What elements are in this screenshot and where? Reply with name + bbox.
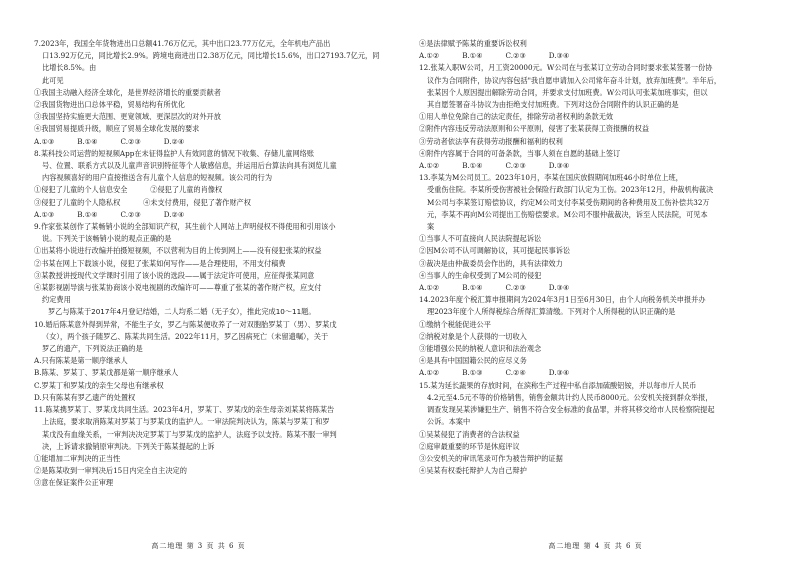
text-line: 约定费用 [42,295,71,305]
text-line: ③能增强公民的纳税人意识和法治观念 [419,344,542,354]
text-line: ②书某在网上下载该小说，侵犯了张某如何写作——是合理使用，不用支付稿费 [34,258,286,268]
page-footer-left: 高二地理 第 3 页 共 6 页 [151,542,246,550]
text-line: 罗乙与陈某于2017年4月登记结婚，二人均系二婚（无子女），推此完成10～11题。 [48,307,316,317]
text-line: 受重伤住院。李某所受伤害被社会保险行政部门认定为工伤。2023年12月，仲裁机构裁决 [427,185,714,195]
text-line: ④是具有中国国籍公民的应尽义务 [419,356,527,366]
text-line: A.①② B.①④ C.②③ D.③④ [419,283,570,293]
text-line: 10.婚后陈某意外得到异常，不能生子女，罗乙与陈某便收养了一对双胞胎罗某丁（男）、罗某戊 [34,319,337,329]
text-line: 决，上诉请求撤销原审判决。下列关于陈某提起的上诉 [42,441,215,451]
text-line: ①当事人不可直接向人民法院提起诉讼 [419,234,542,244]
text-line: ④我国贸易提质升级，顺应了贸易全球化发展的要求 [34,124,200,134]
text-line: ③劳动者依法享有获得劳动报酬和福利的权利 [419,136,563,146]
text-line: ①我国主动融入经济全球化，是世界经济增长的重要贡献者 [34,87,221,97]
text-line: M公司与李某签订赔偿协议，约定M公司支付李某受伤期间的各种费用及工伤补偿共32万 [427,197,710,207]
text-line: ③裁决是由仲裁委员会作出的，具有法律效力 [419,258,563,268]
text-line: ①用人单位免除自己的法定责任，排除劳动者权利的条款无效 [419,112,614,122]
text-line: 案 [427,222,435,232]
text-line: ②是陈某收到一审判决后15日内完全自主决定的 [34,466,187,476]
text-line: 12.张某入职W公司，月工资20000元。W公司在与张某订立劳动合同时要求张某签署一份协 [419,63,713,73]
text-line: ②因M公司不认可调解协议，其可提起民事诉讼 [419,246,571,256]
text-line: ④附件内容属于合同的可备条款，当事人须在自愿的基础上签订 [419,148,621,158]
text-line: 号、位置、联系方式以及儿童声音识别特征等个人敏感信息，并运用后台算法向具有浏览儿童 [42,161,337,171]
right-page-content [419,38,774,477]
text-line: 元，李某不再向M公司提出工伤赔偿要求。M公司不服仲裁裁决，诉至人民法院，可见本 [427,209,708,219]
text-line: ②我国货物进出口总体平稳，贸易结构有所优化 [34,100,185,110]
page-footer-right: 高二地理 第 4 页 共 6 页 [548,542,643,550]
text-line: ③公安机关的审讯笔录可作为被告辩护的证据 [419,453,563,463]
text-line: A.①③ B.①④ C.②③ D.②④ [34,209,185,219]
text-line: ②庭审最重要的环节是休庭评议 [419,441,520,451]
text-line: 内容视频喜好的用户直接推送含有儿童个人信息的短视频。该公司的行为 [42,173,273,183]
text-line: ④吴某有权委托辩护人为自己辩护 [419,466,527,476]
text-line: ④是法律赋予陈某的重要诉讼权利 [419,39,527,48]
right-page [397,0,794,561]
text-line: ④当事人的生命权受到了M公司的侵犯 [419,270,542,280]
text-line: A.①③ B.①④ C.②③ D.②④ [34,136,185,146]
text-line: 13.李某为M公司员工。2023年10月，李某在国庆放假期间加班46小时单位上班， [419,173,683,183]
text-line: 议作为合同附件，协议内容包括"我自愿申请加入公司常年奋斗计划，放弃加班费"。半年后， [427,75,722,85]
text-line: D.只有陈某有罗乙遗产的处置权 [34,392,136,402]
text-line: 某戊没有血缘关系，一审判决决定罗某丁与罗某戊的监护人，法庭予以支持。陈某不服一审判 [42,429,337,439]
text-line: ③我国坚持实施更大范围、更宽领域、更深层次的对外开放 [34,112,221,122]
text-line: 15.某为延长蔬果的存放时间，在滨称生产过程中私自添加硫酸铝铵，并以每市斤人民币 [419,380,697,390]
text-line: 此可见 [42,75,64,85]
text-line: 上法庭，要求取消陈某对罗某丁与罗某戊的监护人。一审法院判决认为，陈某与罗某丁和罗 [42,417,330,427]
text-line: 14.2023年度个税汇算申报期间为2024年3月1日至6月30日，由个人向税务机关申报并办 [419,295,706,305]
text-line: ③侵犯了儿童的个人隐私权 ④未支付费用，侵犯了著作财产权 [34,197,251,207]
text-line: 口13.92万亿元，同比增长2.9%。跨境电商进出口2.38万亿元，同比增长15.6%，出口27193.7亿元，同比增长8.5%。由 [42,51,380,73]
text-line: ②纳税对象是个人获得的一切收入 [419,331,527,341]
text-line: A.只有陈某是第一顺序继承人 [34,356,128,366]
text-line: A.①② B.①③ C.②④ D.③④ [419,368,570,378]
text-line: A.①② B.①④ C.②③ D.③④ [419,51,570,61]
text-line: （女），两个孩子随罗乙、陈某共同生活。2022年11月，罗乙因病死亡（未留遗嘱），关于 [42,331,329,341]
text-line: 4.2元至4.5元不等的价格销售，销售金额共计约人民币8000元。公安机关接到群众举报， [427,392,713,402]
text-line: 其自愿签署奋斗协议为由拒绝支付加班费。下列对这份合同附件的认识正确的是 [427,100,679,110]
text-line: ①侵犯了儿童的个人信息安全 ②侵犯了儿童的肖像权 [34,185,223,195]
text-line: A.①② B.①④ C.②③ D.③④ [419,161,570,171]
text-line: ①出某将小说进行改编并拍摄短视频，不以营利为目的上传到网上——没有侵犯张某的权益 [34,246,322,256]
text-line: ①缴纳个税能促进公平 [419,319,491,329]
text-line: 9.作家张某创作了某畅销小说的全部知识产权，其生前个人网站上声明侵权不得使用和引用该小 [34,222,336,232]
text-line: 调查发现吴某涉嫌犯生产、销售不符合安全标准的食品罪，并将其移交给市人民检察院提起 [427,405,715,415]
text-line: ①能增加二审判决的正当性 [34,453,121,463]
text-line: 公诉。本案中 [427,417,471,427]
text-line: ④某影视剧导演与张某协商该小说电视剧的改编许可——尊重了张某的著作财产权，应支付 [34,283,322,293]
text-line: ②附件内容违反劳动法原则和公平原则，侵害了张某获得工资报酬的权益 [419,124,650,134]
text-line: 说。下列关于该畅销小说的观点正确的是 [42,234,172,244]
text-line: C.罗某丁和罗某戊的亲生父母也有继承权 [34,380,164,390]
text-line: 8.某科技公司运营的短视频App在未征得监护人有效同意的情况下收集、存储儿童网络账 [34,148,315,158]
text-line: ③某教授讲授现代文学课时引用了该小说的选段——属于法定许可使用，应征得张某同意 [34,270,315,280]
text-line: 理2023年度个人所得税综合所得汇算清缴。下列对个人所得税的认识正确的是 [427,307,676,317]
text-line: 张某因个人原因提出解除劳动合同，并要求支付加班费。W公司认可张某加班事实，但以 [427,87,708,97]
text-line: B.陈某、罗某丁、罗某戊都是第一顺序继承人 [34,368,179,378]
text-line: ①吴某侵犯了消费者的合法权益 [419,429,520,439]
text-line: 11.陈某携罗某丁、罗某戊共同生活。2023年4月，罗某丁、罗某戊的亲生母亲刘某某将陈某告 [34,405,335,415]
text-line: 7.2023年，我国全年货物进出口总额41.76万亿元，其中出口23.77万亿元，全年机电产品出 [34,39,331,48]
left-page-content [34,38,383,490]
text-line: ③意在保证案件公正审理 [34,478,114,488]
text-line: 罗乙的遗产，下列说法正确的是 [42,344,143,354]
